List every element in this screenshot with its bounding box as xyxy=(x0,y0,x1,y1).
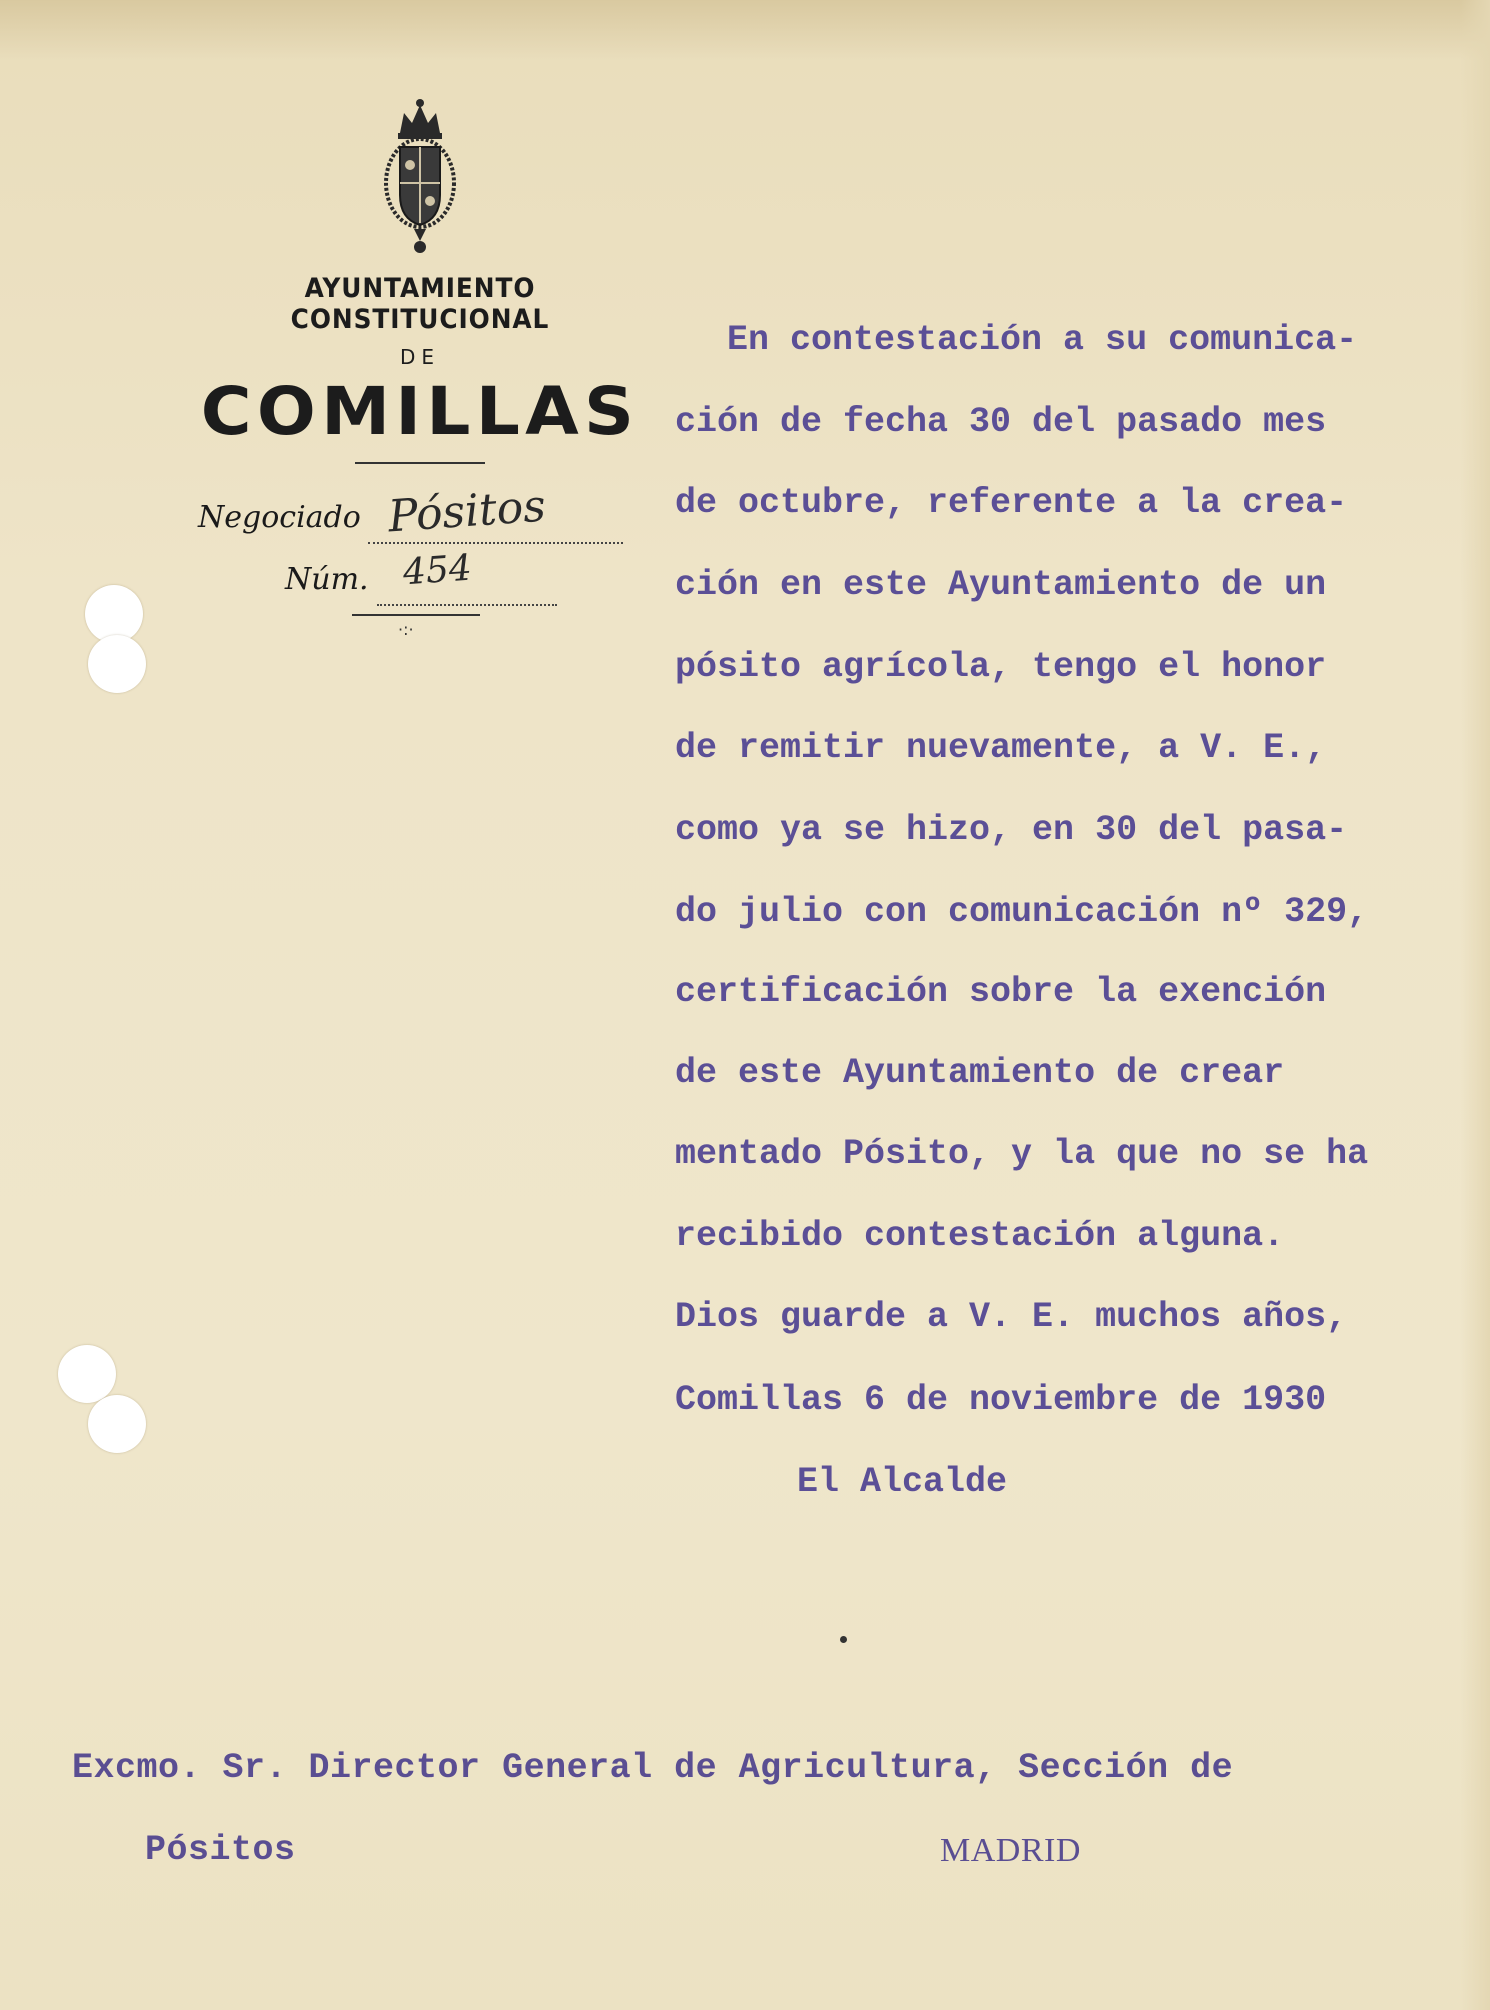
org-name: AYUNTAMIENTO CONSTITUCIONAL xyxy=(290,273,550,335)
body-line: ción de fecha 30 del pasado mes xyxy=(675,402,1327,442)
addressee-city: MADRID xyxy=(940,1832,1081,1869)
num-field xyxy=(285,547,560,612)
punch-hole-icon xyxy=(58,1345,116,1403)
body-line: recibido contestación alguna. xyxy=(675,1216,1285,1256)
town-name: COMILLAS xyxy=(200,373,640,450)
body-line: ción en este Ayuntamiento de un xyxy=(675,565,1327,605)
body-line: de remitir nuevamente, a V. E., xyxy=(675,728,1327,768)
ink-speck xyxy=(840,1636,847,1643)
body-line: Dios guarde a V. E. muchos años, xyxy=(675,1297,1348,1337)
dotted-line xyxy=(377,604,557,606)
divider xyxy=(352,614,480,616)
dotted-line xyxy=(368,542,623,544)
body-line: En contestación a su comunica- xyxy=(727,320,1358,360)
paper-right-edge xyxy=(1460,0,1490,2010)
num-value: 454 xyxy=(401,547,474,594)
punch-hole-icon xyxy=(88,1395,146,1453)
num-label: Núm. xyxy=(285,562,369,597)
punch-hole-icon xyxy=(88,635,146,693)
org-connector: DE xyxy=(399,345,441,369)
addressee-line: Pósitos xyxy=(145,1830,296,1870)
paper-top-edge xyxy=(0,0,1490,60)
body-line: de octubre, referente a la crea- xyxy=(675,483,1348,523)
body-line: mentado Pósito, y la que no se ha xyxy=(675,1134,1369,1174)
negociado-label: Negociado xyxy=(198,500,361,535)
divider xyxy=(355,462,485,464)
negociado-value: Pósitos xyxy=(386,480,548,543)
body-line: pósito agrícola, tengo el honor xyxy=(675,647,1327,687)
body-line: de este Ayuntamiento de crear xyxy=(675,1053,1285,1093)
body-line: Comillas 6 de noviembre de 1930 xyxy=(675,1380,1327,1420)
royal-crest-icon xyxy=(370,95,470,255)
ornament-icon: ·:· xyxy=(398,620,414,639)
body-line: certificación sobre la exención xyxy=(675,972,1327,1012)
body-line: do julio con comunicación nº 329, xyxy=(675,892,1369,932)
body-line: como ya se hizo, en 30 del pasa- xyxy=(675,810,1348,850)
letterhead xyxy=(160,95,680,464)
addressee-line: Excmo. Sr. Director General de Agricultura, Sección de xyxy=(72,1748,1234,1788)
negociado-field xyxy=(198,480,628,550)
signoff: El Alcalde xyxy=(797,1462,1008,1502)
